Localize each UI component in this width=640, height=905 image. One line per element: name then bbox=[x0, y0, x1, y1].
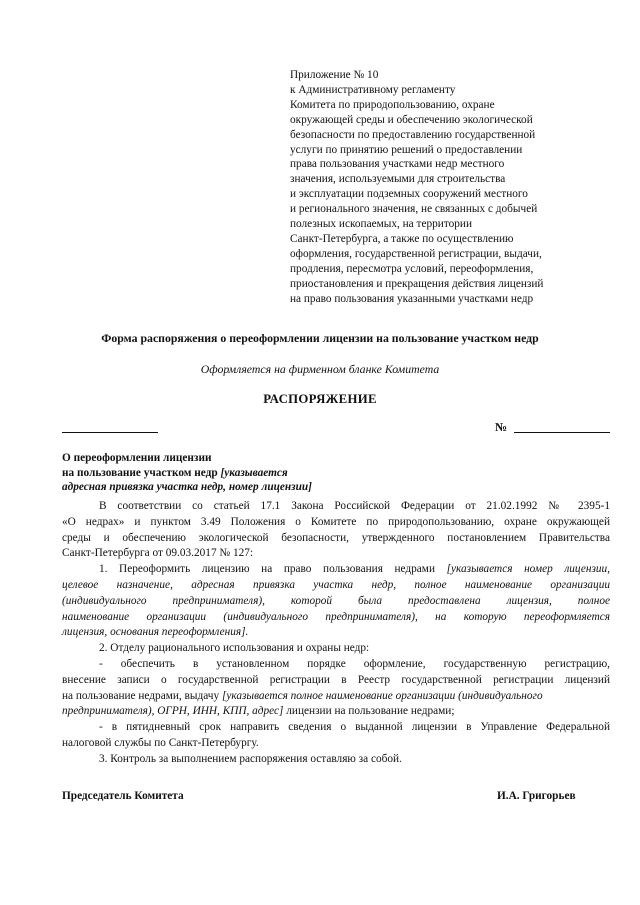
item-2-line: 2. Отделу рационального использования и охраны недр: bbox=[99, 642, 370, 655]
body-line: Санкт-Петербурга от 09.03.2017 № 127: bbox=[62, 547, 254, 560]
item-1-placeholder-line: (индивидуального предпринимателя), которой была предоставлена лицензия, полное bbox=[62, 594, 610, 607]
item-2a-line: внесение записи о государственной регистрации в Реестр государственной регистрации лицензий bbox=[62, 673, 610, 686]
appendix-line: и эксплуатации подземных сооружений местного bbox=[290, 188, 528, 201]
body-line: В соответствии со статьей 17.1 Закона Российской Федерации от 21.02.1992 № 2395-1 bbox=[99, 500, 610, 512]
item-2a-line: - обеспечить в установленном порядке оформление, государственную регистрацию, bbox=[99, 657, 610, 670]
appendix-line: оформления, государственной регистрации, выдачи, bbox=[290, 247, 542, 260]
item-1-placeholder: [указывается номер лицензии, bbox=[446, 563, 610, 576]
item-1-placeholder-line: лицензия, основания переоформления]. bbox=[62, 626, 249, 639]
item-3-line: 3. Контроль за выполнением распоряжения оставляю за собой. bbox=[99, 752, 402, 765]
item-1-text: 1. Переоформить лицензию на право пользования недрами bbox=[99, 563, 447, 576]
body-line: среды и обеспечению экологической безопасности, утвержденного постановлением Правительства bbox=[62, 531, 610, 544]
appendix-line: полезных ископаемых, на территории bbox=[290, 218, 472, 231]
appendix-line: безопасности по предоставлению государственной bbox=[290, 128, 536, 141]
signer-name: И.А. Григорьев bbox=[497, 790, 576, 802]
form-title: Форма распоряжения о переоформлении лицензии на пользование участком недр bbox=[101, 331, 539, 345]
appendix-line: Санкт-Петербурга, а также по осуществлению bbox=[290, 232, 514, 245]
subject-line bbox=[62, 466, 362, 481]
appendix-line: Комитета по природопользованию, охране bbox=[290, 98, 495, 111]
subject-placeholder-line: адресная привязка участка недр, номер лицензии] bbox=[62, 481, 312, 494]
number-sign: № bbox=[495, 420, 508, 434]
appendix-line: к Административному регламенту bbox=[290, 83, 456, 96]
item-2a-placeholder: предпринимателя), ОГРН, ИНН, КПП, адрес] bbox=[62, 705, 284, 718]
item-2a-text: на пользование недрами, выдачу bbox=[62, 689, 222, 702]
letterhead-note: Оформляется на фирменном бланке Комитета bbox=[200, 362, 440, 376]
document-body bbox=[62, 499, 610, 768]
subject-line: О переоформлении лицензии bbox=[62, 452, 212, 464]
subject-block bbox=[62, 451, 362, 495]
appendix-line: приостановления и прекращения действия лицензий bbox=[290, 277, 544, 290]
appendix-line: продления, пересмотра условий, переоформления, bbox=[290, 262, 534, 275]
appendix-line: на право пользования указанными участками недр bbox=[290, 292, 534, 305]
number-blank-line bbox=[514, 432, 610, 433]
body-line: «О недрах» и пунктом 3.49 Положения о Комитете по природопользованию, охране окружающей bbox=[62, 515, 610, 528]
subject-placeholder: [указывается bbox=[220, 466, 288, 479]
document-title: РАСПОРЯЖЕНИЕ bbox=[263, 392, 377, 406]
item-2a-line bbox=[62, 689, 610, 705]
appendix-header bbox=[290, 68, 590, 307]
item-1-placeholder-line: целевое назначение, адресная привязка участка недр, полное наименование организации bbox=[62, 578, 610, 591]
item-2b-line: налоговой службы по Санкт-Петербургу. bbox=[62, 736, 259, 749]
signer-role: Председатель Комитета bbox=[62, 790, 184, 802]
appendix-line: права пользования участками недр местного bbox=[290, 158, 505, 171]
item-1-placeholder-line: наименование организации (индивидуального предпринимателя), на которую переоформляется bbox=[62, 610, 610, 623]
subject-text: на пользование участком недр bbox=[62, 466, 221, 479]
appendix-line: Приложение № 10 bbox=[290, 69, 379, 81]
appendix-line: услуги по принятию решений о предоставлении bbox=[290, 143, 523, 156]
date-blank-line bbox=[62, 432, 158, 433]
item-2b-line: - в пятидневный срок направить сведения о выданной лицензии в Управление Федеральной bbox=[99, 721, 610, 734]
appendix-line: значения, используемыми для строительства bbox=[290, 173, 506, 186]
item-2a-line bbox=[62, 704, 610, 720]
appendix-line: и регионального значения, не связанных с добычей bbox=[290, 203, 538, 216]
item-1-line bbox=[62, 562, 610, 578]
item-2a-placeholder: [указывается полное наименование организации (индивидуального bbox=[221, 689, 543, 702]
item-2a-text: лицензии на пользование недрами; bbox=[283, 705, 455, 718]
appendix-line: окружающей среды и обеспечению экологической bbox=[290, 113, 533, 126]
